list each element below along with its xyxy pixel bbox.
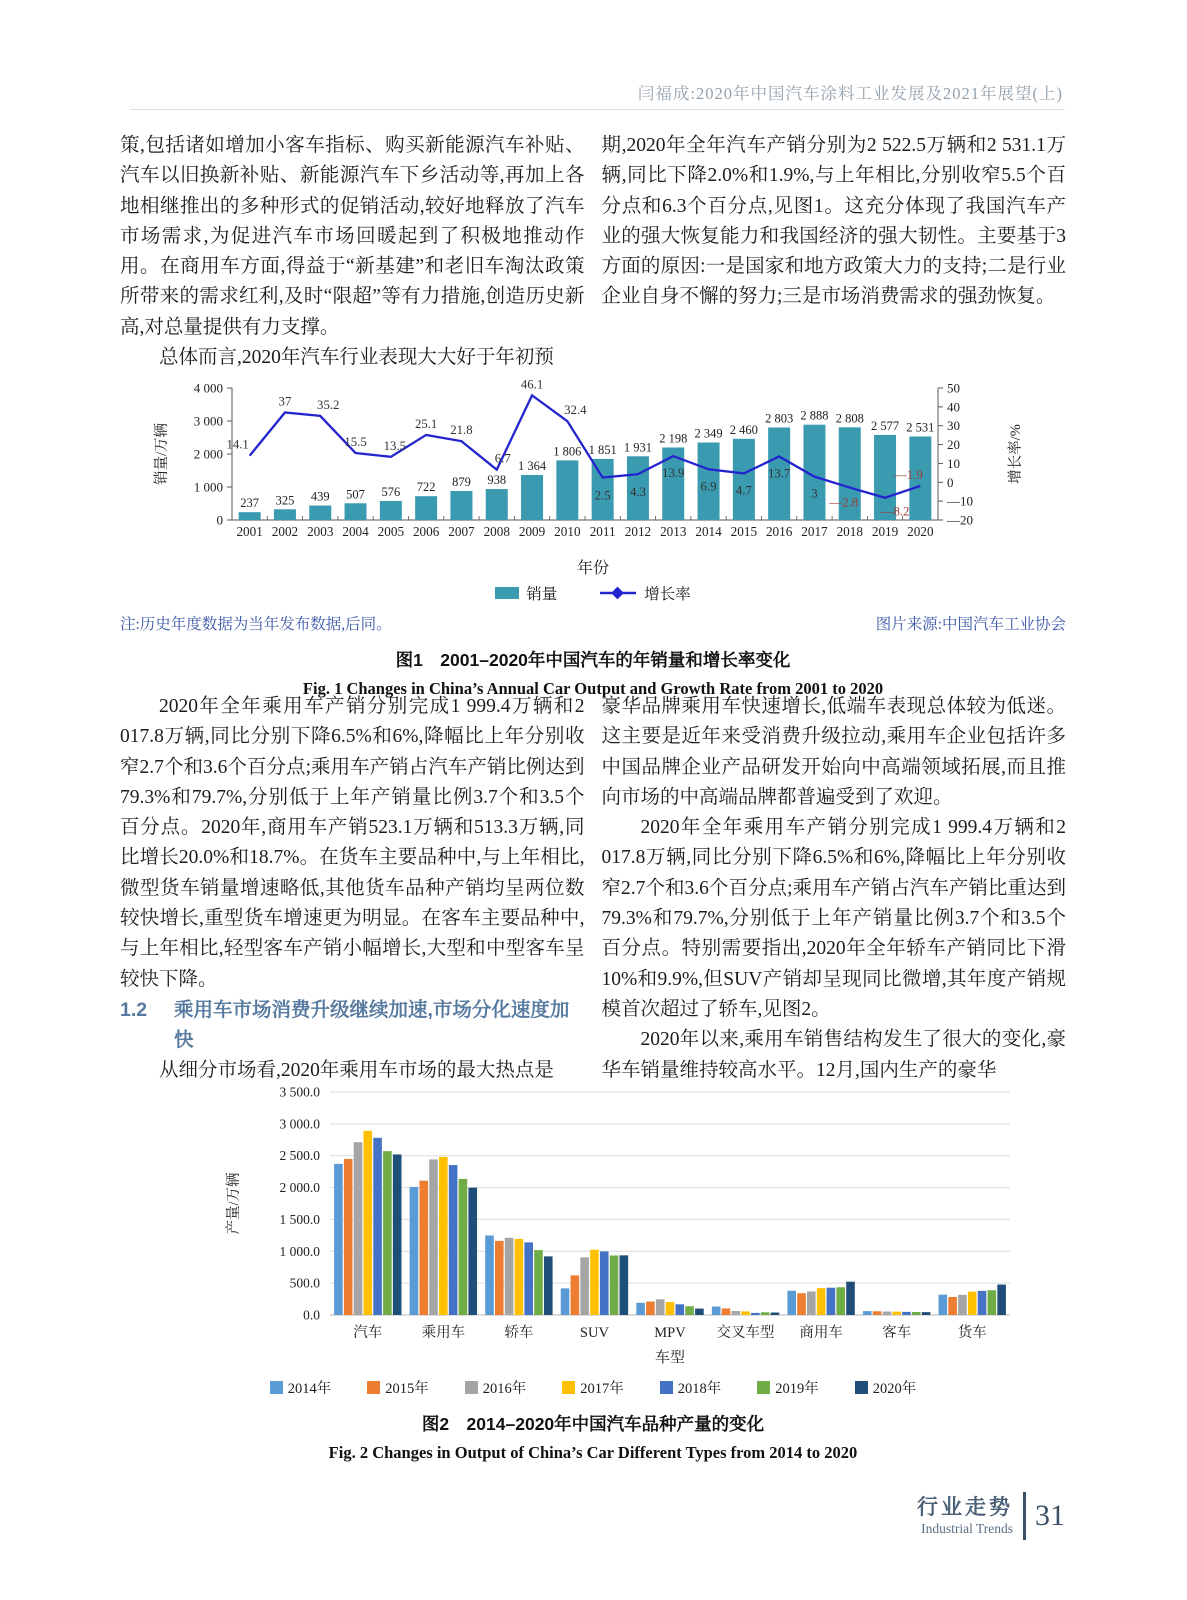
x-tick-category: 货车	[957, 1325, 987, 1341]
output-bar	[676, 1304, 685, 1315]
bar-value-label: 1 851	[588, 442, 617, 457]
bar-value-label: 2 803	[765, 411, 794, 426]
y-axis-title: 产量/万辆	[226, 1172, 242, 1235]
output-bar	[459, 1179, 468, 1315]
y-tick: 3 000.0	[279, 1116, 320, 1132]
output-bar	[515, 1239, 524, 1315]
bar-value-label: 2 808	[835, 411, 864, 426]
output-bar	[731, 1311, 740, 1315]
growth-line-icon	[599, 586, 637, 600]
footer-section	[917, 1496, 1013, 1537]
top-left-column	[120, 131, 585, 373]
x-tick-category: SUV	[579, 1325, 609, 1341]
legend-swatch-icon	[270, 1381, 283, 1394]
legend-swatch-icon	[855, 1381, 868, 1394]
paragraph: 2020年以来,乘用车销售结构发生了很大的变化,豪华车销量维持较高水平。12月,国内生产的豪华	[601, 1029, 1066, 1081]
figure1	[120, 378, 1066, 699]
paragraph: 2020年全年乘用车产销分别完成1 999.4万辆和2 017.8万辆,同比分别下降6.5%和6%,降幅比上年分别收窄2.7个和3.6个百分点;乘用车产销占汽车产销比重达到79.3%和79.7%,分别低于上年产销量比例3.7个和3.5个百分点。特别需要指出,2020年全年轿车产销同比下滑10%和9.9%,但SUV产销却呈现同比微增,其年度产销规模首次超过了轿车,见图2。	[601, 817, 1066, 1020]
legend-label: 2016年	[482, 1381, 527, 1397]
x-axis-title: 车型	[654, 1350, 686, 1366]
figure1-legend	[120, 582, 1066, 604]
legend-item	[367, 1377, 429, 1398]
growth-value-label: 2.5	[594, 488, 611, 503]
y-tick: 1 500.0	[279, 1211, 320, 1227]
x-tick-year: 2011	[589, 524, 616, 539]
output-bar	[393, 1154, 402, 1315]
y-tick: 500.0	[289, 1275, 320, 1291]
growth-value-label: —2.8	[829, 495, 859, 510]
sales-swatch-icon	[495, 587, 519, 599]
growth-value-label: 21.8	[450, 423, 473, 438]
y-tick-left: 2 000	[193, 446, 223, 462]
footer-section-subtitle: Industrial Trends	[921, 1520, 1013, 1536]
top-text-block	[120, 131, 1066, 373]
output-bar	[807, 1291, 816, 1315]
legend-swatch-icon	[367, 1381, 380, 1394]
output-bar	[334, 1164, 343, 1315]
legend-swatch-icon	[660, 1381, 673, 1394]
sales-bar	[380, 501, 402, 520]
y-axis-title-right: 增长率/%	[1008, 424, 1024, 484]
x-tick-year: 2019	[871, 524, 899, 539]
x-tick-year: 2005	[377, 524, 405, 539]
sales-bar	[486, 489, 508, 520]
output-bar	[873, 1311, 882, 1315]
output-bar	[383, 1151, 392, 1315]
output-bar	[354, 1142, 363, 1315]
x-tick-year: 2009	[518, 524, 546, 539]
bar-value-label: 2 349	[694, 426, 723, 441]
output-bar	[620, 1255, 629, 1315]
sales-bar	[415, 496, 437, 520]
output-bar	[646, 1302, 655, 1315]
sales-bar	[450, 491, 472, 520]
output-bar	[439, 1157, 448, 1315]
x-tick-category: 乘用车	[421, 1325, 466, 1341]
sales-bar	[521, 475, 543, 520]
legend-item	[660, 1377, 722, 1398]
figure2-legend	[120, 1377, 1066, 1398]
figure1-chart	[120, 378, 1066, 548]
legend-item-growth	[599, 582, 691, 604]
output-bar	[561, 1288, 570, 1315]
figure2	[120, 1078, 1066, 1463]
bar-value-label: 507	[346, 487, 365, 502]
output-bar	[495, 1241, 504, 1315]
output-bar	[419, 1181, 428, 1315]
page-footer	[917, 1492, 1065, 1540]
growth-value-label: 13.9	[662, 466, 685, 481]
sales-bar	[239, 512, 261, 520]
footer-section-title: 行业走势	[917, 1495, 1013, 1519]
growth-value-label: 46.1	[520, 378, 544, 392]
x-tick-category: 客车	[882, 1325, 912, 1341]
x-tick-year: 2006	[412, 524, 440, 539]
output-bar	[892, 1312, 901, 1315]
growth-value-label: 32.4	[564, 403, 587, 418]
legend-swatch-icon	[465, 1381, 478, 1394]
y-tick-left: 3 000	[193, 413, 223, 429]
output-bar	[600, 1251, 609, 1315]
y-tick-right: 10	[947, 455, 960, 471]
bar-value-label: 237	[240, 496, 260, 511]
mid-right-column	[602, 692, 1067, 1086]
output-bar	[505, 1238, 514, 1315]
growth-value-label: 4.3	[629, 485, 646, 500]
output-bar	[485, 1235, 494, 1315]
y-tick: 2 000.0	[279, 1180, 320, 1196]
output-bar	[695, 1309, 704, 1315]
output-bar	[580, 1257, 589, 1315]
x-tick-category: 轿车	[504, 1325, 534, 1341]
output-bar	[771, 1313, 780, 1315]
growth-value-label: 13.5	[383, 438, 407, 453]
legend-label: 2014年	[287, 1381, 332, 1397]
output-bar	[836, 1287, 845, 1315]
mid-text-block	[120, 692, 1066, 1086]
output-bar	[410, 1187, 419, 1315]
paragraph: 策,包括诸如增加小客车指标、购买新能源汽车补贴、汽车以旧换新补贴、新能源汽车下乡活动等,再加上各地相继推出的多种形式的促销活动,较好地释放了汽车市场需求,为促进汽车市场回暖起到了积极地推动作用。在商用车方面,得益于“新基建”和老旧车淘汰政策所带来的需求红利,及时“限超”等有力措施,创造历史新高,对总量提供有力支撑。	[120, 135, 585, 338]
section-heading-1-2	[120, 995, 585, 1056]
output-bar	[883, 1312, 892, 1315]
bar-value-label: 879	[452, 474, 471, 489]
legend-label: 2019年	[775, 1381, 819, 1397]
figure1-notes	[120, 612, 1066, 634]
figure1-caption-zh: 图1 2001–2020年中国汽车的年销量和增长率变化	[395, 650, 791, 670]
bar-value-label: 2 888	[800, 408, 829, 423]
legend-item	[270, 1377, 332, 1398]
output-bar	[827, 1288, 836, 1315]
x-tick-year: 2007	[448, 524, 475, 539]
legend-item	[465, 1377, 527, 1398]
figure2-caption-zh: 图2 2014–2020年中国汽车品种产量的变化	[421, 1414, 765, 1434]
output-bar	[449, 1165, 458, 1315]
paragraph: 期,2020年全年汽车产销分别为2 522.5万辆和2 531.1万辆,同比下降2.0%和1.9%,与上年相比,分别收窄5.5个百分点和6.3个百分点,见图1。这充分体现了我国汽车产业的强大恢复能力和我国经济的强大韧性。主要基于3方面的原因:一是国家和地方政策大力的支持;二是行业企业自身不懈的努力;三是市场消费需求的强劲恢复。	[601, 135, 1066, 308]
bar-value-label: 439	[310, 489, 330, 504]
x-tick-category: 商用车	[799, 1325, 843, 1341]
y-tick-right: 30	[947, 418, 960, 434]
x-tick-year: 2012	[624, 524, 652, 539]
output-bar	[712, 1307, 721, 1315]
sales-bar	[733, 439, 755, 520]
figure1-xlabel: 年份	[576, 560, 609, 577]
x-tick-year: 2008	[483, 524, 510, 539]
x-tick-category: MPV	[654, 1325, 686, 1341]
bar-value-label: 1 806	[553, 444, 582, 459]
output-bar	[912, 1312, 921, 1315]
y-tick: 3 500.0	[279, 1084, 320, 1100]
growth-value-label: 25.1	[414, 416, 438, 431]
x-tick-year: 2010	[554, 524, 581, 539]
legend-item-sales	[495, 582, 557, 604]
output-bar	[722, 1308, 731, 1315]
paragraph: 豪华品牌乘用车快速增长,低端车表现总体较为低迷。这主要是近年来受消费升级拉动,乘用车企业包括许多中国品牌企业产品研发开始向中高端领域拓展,而且推向市场的中高端品牌都普遍受到了欢迎。	[601, 696, 1066, 808]
output-bar	[344, 1159, 353, 1315]
header-rule	[130, 109, 1065, 110]
footer-divider	[1023, 1492, 1026, 1540]
bar-value-label: 576	[381, 484, 401, 499]
output-bar	[656, 1299, 665, 1315]
y-tick: 2 500.0	[279, 1148, 320, 1164]
x-tick-year: 2016	[765, 524, 793, 539]
output-bar	[590, 1250, 599, 1315]
sales-bar	[556, 460, 578, 520]
paragraph: 总体而言,2020年汽车行业表现大大好于年初预	[159, 347, 554, 369]
output-bar	[741, 1311, 750, 1315]
growth-value-label: 37	[278, 394, 292, 409]
running-head: 闫福成:2020年中国汽车涂料工业发展及2021年展望(上)	[637, 84, 1063, 103]
legend-swatch-icon	[757, 1381, 770, 1394]
bar-value-label: 722	[416, 480, 436, 495]
y-axis-title-left: 销量/万辆	[154, 422, 170, 486]
legend-label: 2018年	[677, 1381, 722, 1397]
output-bar	[787, 1291, 796, 1315]
bar-value-label: 1 931	[623, 440, 653, 455]
output-bar	[902, 1312, 911, 1315]
output-bar	[988, 1290, 997, 1315]
x-tick-category: 交叉车型	[716, 1325, 775, 1341]
x-tick-year: 2018	[836, 524, 863, 539]
growth-value-label: 3	[811, 486, 818, 501]
output-bar	[797, 1293, 806, 1315]
growth-value-label: —8.2	[880, 504, 910, 519]
output-bar	[751, 1313, 760, 1315]
mid-left-column	[120, 692, 585, 1086]
output-bar	[761, 1312, 770, 1315]
y-tick-left: 1 000	[193, 479, 223, 495]
paragraph: 2020年全年乘用车产销分别完成1 999.4万辆和2 017.8万辆,同比分别下降6.5%和6%,降幅比上年分别收窄2.7个和3.6个百分点;乘用车产销占汽车产销比例达到79.3%和79.7%,分别低于上年产销量比例3.7个和3.5个百分点。2020年,商用车产销523.1万辆和513.3万辆,同比增长20.0%和18.7%。在货车主要品种中,与上年相比,微型货车销量增速略低,其他货车品种产销均呈两位数较快增长,重型货车增速更为明显。在客车主要品种中,与上年相比,轻型客车产销小幅增长,大型和中型客车呈较快下降。	[120, 696, 585, 990]
legend-label: 2015年	[385, 1381, 429, 1397]
bar-value-label: 2 531	[906, 420, 935, 435]
output-bar	[429, 1159, 438, 1315]
output-bar	[997, 1285, 1006, 1315]
growth-value-label: 13.7	[767, 466, 791, 481]
figure2-chart	[120, 1078, 1066, 1368]
figure1-source: 图片来源:中国汽车工业协会	[875, 616, 1066, 633]
x-tick-year: 2002	[271, 524, 299, 539]
sales-bar	[274, 509, 296, 520]
legend-item	[757, 1377, 819, 1398]
y-tick-right: —10	[947, 493, 973, 509]
y-tick-left: 0	[216, 512, 223, 528]
output-bar	[863, 1311, 872, 1315]
output-bar	[978, 1291, 987, 1315]
x-tick-year: 2001	[236, 524, 263, 539]
legend-label: 2017年	[580, 1381, 624, 1397]
output-bar	[948, 1297, 957, 1315]
output-bar	[524, 1242, 533, 1315]
section-title: 乘用车市场消费升级继续加速,市场分化速度加快	[174, 998, 570, 1052]
output-bar	[534, 1250, 543, 1315]
y-tick-right: 40	[947, 399, 960, 415]
top-right-column	[602, 131, 1067, 373]
output-bar	[817, 1288, 826, 1315]
output-bar	[544, 1256, 553, 1315]
figure1-caption-en: Fig. 1 Changes in China’s Annual Car Output and Growth Rate from 2001 to 2020	[302, 679, 884, 698]
output-bar	[939, 1295, 948, 1315]
section-number: 1.2	[120, 998, 148, 1021]
growth-value-label: 6.7	[494, 451, 511, 466]
y-tick-right: —20	[947, 512, 973, 528]
growth-value-label: 4.7	[735, 483, 752, 498]
x-tick-year: 2013	[660, 524, 687, 539]
growth-value-label: 6.9	[700, 479, 717, 494]
output-bar	[468, 1188, 477, 1315]
output-bar	[610, 1255, 619, 1315]
bar-value-label: 2 460	[729, 422, 758, 437]
x-tick-year: 2014	[695, 524, 722, 539]
output-bar	[571, 1275, 580, 1315]
legend-label: 增长率	[644, 586, 691, 603]
y-tick-right: 20	[947, 437, 960, 453]
legend-swatch-icon	[562, 1381, 575, 1394]
output-bar	[666, 1302, 675, 1315]
bar-value-label: 1 364	[517, 458, 547, 473]
growth-value-label: 14.1	[226, 437, 249, 452]
figure2-caption-en: Fig. 2 Changes in Output of China’s Car Different Types from 2014 to 2020	[328, 1443, 858, 1462]
legend-item	[562, 1377, 624, 1398]
y-tick: 0.0	[303, 1307, 320, 1323]
output-bar	[958, 1295, 967, 1315]
y-tick-right: 0	[947, 474, 954, 490]
y-tick-left: 4 000	[193, 380, 223, 396]
paragraph: 从细分市场看,2020年乘用车市场的最大热点是	[159, 1059, 554, 1081]
bar-value-label: 325	[275, 493, 295, 508]
legend-label: 2020年	[872, 1381, 917, 1397]
y-tick: 1 000.0	[279, 1243, 320, 1259]
output-bar	[685, 1306, 694, 1315]
x-tick-year: 2020	[907, 524, 934, 539]
output-bar	[373, 1138, 382, 1315]
x-tick-year: 2015	[730, 524, 758, 539]
output-bar	[922, 1312, 931, 1315]
page-number: 31	[1035, 1499, 1065, 1532]
legend-item	[855, 1377, 917, 1398]
bar-value-label: 938	[487, 473, 507, 488]
sales-bar	[309, 506, 331, 520]
x-tick-category: 汽车	[353, 1325, 383, 1341]
bar-value-label: 2 577	[870, 418, 900, 433]
growth-value-label: —1.9	[893, 467, 923, 482]
output-bar	[363, 1131, 372, 1315]
legend-label: 销量	[526, 586, 558, 603]
figure1-note: 注:历史年度数据为当年发布数据,后同。	[120, 616, 392, 633]
growth-value-label: 35.2	[317, 397, 340, 412]
sales-bar	[345, 503, 367, 520]
output-bar	[846, 1282, 855, 1315]
x-tick-year: 2004	[342, 524, 369, 539]
x-tick-year: 2003	[307, 524, 334, 539]
y-tick-right: 50	[947, 380, 960, 396]
x-tick-year: 2017	[801, 524, 828, 539]
output-bar	[636, 1303, 645, 1315]
growth-value-label: 15.5	[344, 435, 367, 450]
output-bar	[968, 1292, 977, 1315]
bar-value-label: 2 198	[659, 431, 688, 446]
